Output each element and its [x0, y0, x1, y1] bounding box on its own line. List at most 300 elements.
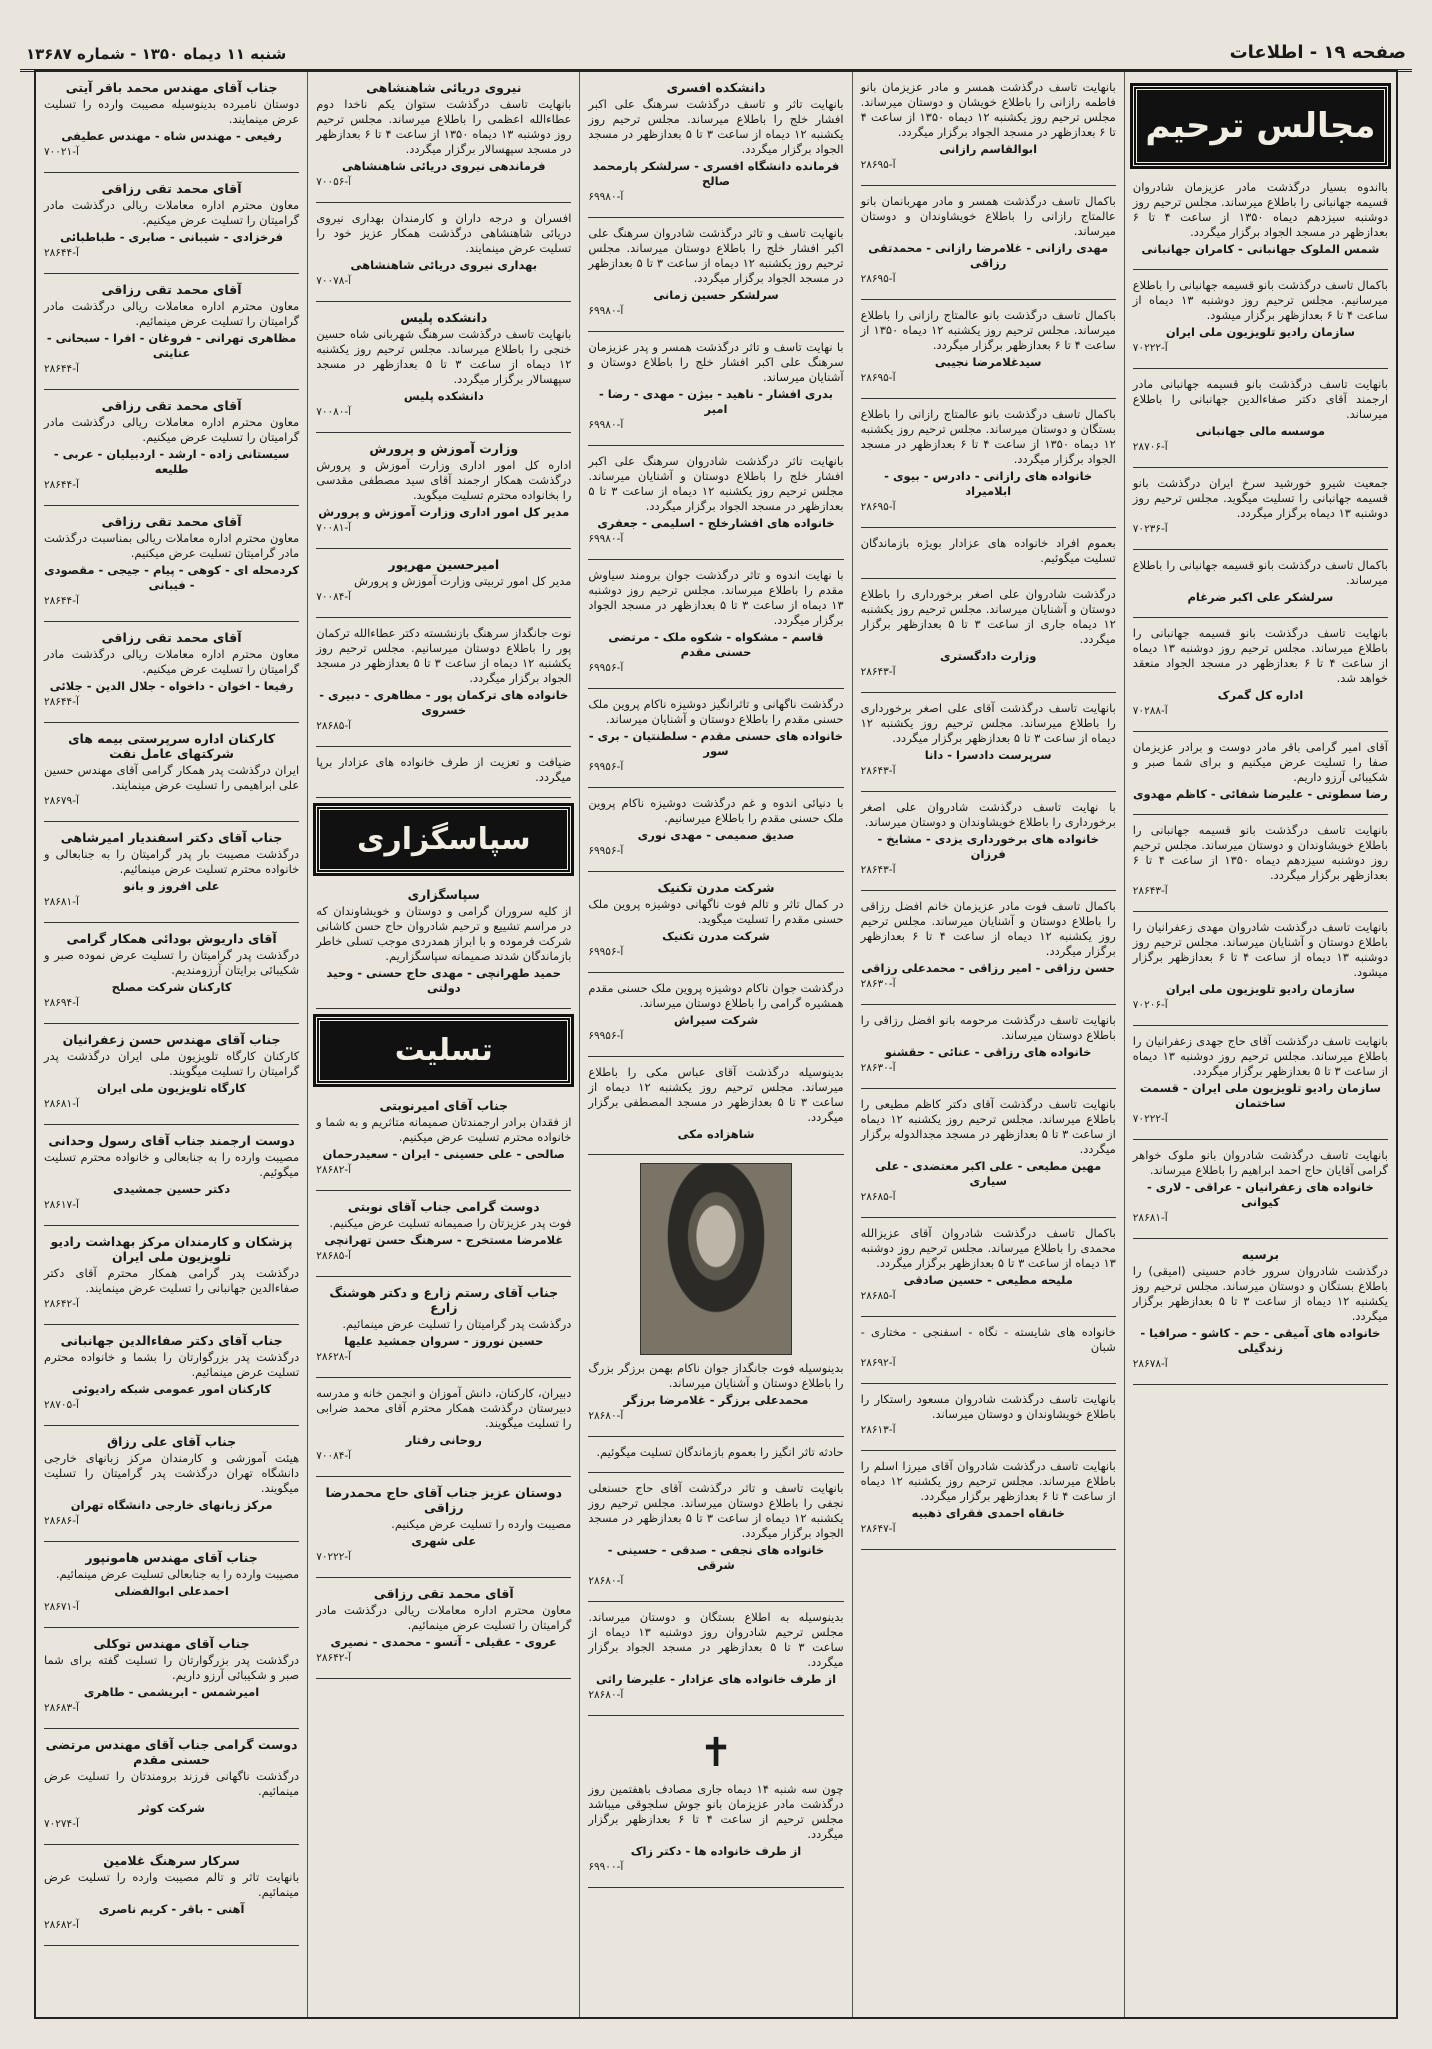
notice-heading: دانشکده پلیس — [400, 310, 488, 325]
notice-heading: کارکنان اداره سرپرستی بیمه های شرکتهای عامل نفت — [68, 731, 276, 761]
obituary-notice — [44, 1550, 299, 1615]
notice-signature: علی شهری — [411, 1534, 477, 1548]
notice-signature: روحانی رفتار — [405, 1433, 482, 1447]
notice-code: آ-۲۸۶۴۴ — [43, 363, 79, 375]
obituary-notice — [861, 1459, 1116, 1537]
notice-code: آ-۲۸۶۸۱ — [43, 896, 79, 908]
divider — [1133, 269, 1388, 270]
divider — [44, 1124, 299, 1125]
notice-heading: دوستان عزیز جناب آقای حاج محمدرضا رزاقی — [325, 1485, 563, 1515]
obituary-notice — [861, 308, 1116, 386]
notice-heading: جناب آقای مهندس محمد باقر آیتی — [65, 80, 278, 95]
obituary-notice — [316, 211, 571, 289]
obituary-notice — [44, 80, 299, 160]
notice-code: آ-۲۸۶۴۳ — [860, 666, 896, 678]
obituary-notice — [861, 1013, 1116, 1076]
notice-signature: شمس الملوک جهانبانی - کامران جهانبانی — [1141, 242, 1380, 256]
divider — [44, 1225, 299, 1226]
divider — [44, 1627, 299, 1628]
notice-heading: سرکار سرهنگ غلامین — [103, 1853, 240, 1868]
divider — [316, 1276, 571, 1277]
notice-body: مصیبت وارده را تسلیت عرض میکنیم. — [391, 1517, 572, 1531]
divider — [44, 389, 299, 390]
divider — [1133, 549, 1388, 550]
notice-code: آ-۲۸۶۱۷ — [43, 1199, 79, 1211]
notice-body: معاون محترم اداره معاملات ریالی درگذشت مادر گرامیتان را تسلیت عرض مینمائیم. — [43, 299, 300, 328]
notice-body: باکمال تاسف درگذشت همسر و مادر مهربانمان بانو عالمتاج رازانی را باطلاع خویشاوندان و دوستان میرساند. — [860, 194, 1116, 238]
notice-heading: جناب آقای مهندس هامونپور — [85, 1550, 258, 1565]
obituary-notice — [861, 899, 1116, 992]
notice-body: بانهایت تاسف و تاثر درگذشت شادروان سرهنگ علی اکبر افشار خلج را باطلاع دوستان میرساند. مجلس ترحیم روز یکشنبه ۱۲ دیماه از ساعت ۳ تا ۵ بعدازظهر در مسجد الجواد برگزار میگردد. — [588, 226, 844, 285]
obituary-notice — [1133, 476, 1388, 537]
divider — [588, 1472, 843, 1473]
divider — [861, 1004, 1116, 1005]
obituary-notice — [44, 181, 299, 261]
divider — [588, 559, 843, 560]
notice-heading: دانشکده افسری — [666, 80, 766, 95]
obituary-notice — [588, 80, 843, 205]
divider — [861, 1217, 1116, 1218]
notice-list — [861, 80, 1116, 1550]
obituary-notice — [44, 1333, 299, 1413]
obituary-notice — [1133, 823, 1388, 899]
divider — [44, 1945, 299, 1946]
notice-signature: حمید طهرانچی - مهدی حاج حسنی - وحید دولتی — [326, 966, 562, 995]
obituary-notice — [861, 1392, 1116, 1438]
divider — [1133, 1025, 1388, 1026]
obituary-notice — [588, 1445, 843, 1460]
notice-heading: آقای محمد تقی رزاقی — [101, 398, 242, 413]
notice-code: آ-۲۸۶۸۱ — [43, 1098, 79, 1110]
notice-code: آ-۲۸۶۸۱ — [1132, 1212, 1168, 1224]
notice-list — [1133, 180, 1388, 1385]
notice-body: درگذشت شادروان سرور خادم حسینی (امیقی) را باطلاع بستگان و دوستان میرساند. مجلس ترحیم روز یکشنبه ۱۲ دیماه از ساعت ۳ تا ۵ بعدازظهر برگزار میگردد. — [1132, 1264, 1389, 1323]
notice-body: بانهایت تاسف درگذشت ستوان یکم ناخدا دوم عطاءالله اعظمی را باطلاع میرساند. مجلس ترحیم روز دوشنبه ۱۳ دیماه ۱۳۵۰ از ساعت ۴ تا ۶ بعدازظهر در مسجد سپهسالار برگزار میگردد. — [316, 97, 572, 156]
notice-code: آ-۲۸۶۴۳ — [860, 765, 896, 777]
divider — [861, 890, 1116, 891]
divider — [1133, 1384, 1388, 1385]
divider — [1133, 368, 1388, 369]
obituary-notice — [316, 1199, 571, 1264]
obituary-notice — [316, 1285, 571, 1365]
obituary-notice — [861, 800, 1116, 878]
notice-signature: حسن رزاقی - امیر رزاقی - محمدعلی رزاقی — [861, 961, 1116, 975]
divider — [1133, 467, 1388, 468]
divider — [861, 1316, 1116, 1317]
notice-body: بانهایت تاسف درگذشت سرهنگ شهربانی شاه حسین خنجی را باطلاع میرساند. مجلس ترحیم روز یکشنبه ۱۲ دیماه از ساعت ۳ تا ۵ بعدازظهر در مسجد سپهسالار برگزار میگردد. — [316, 327, 572, 386]
notice-signature: رضا سطوتی - علیرضا شفائی - کاظم مهدوی — [1132, 787, 1388, 801]
notice-body: بانهایت تاسف درگذشت شادروان آقای میرزا اسلم را باطلاع میرساند. مجلس ترحیم روز یکشنبه ۱۲ دیماه از ساعت ۴ تا ۶ بعدازظهر برگزار میگردد. — [860, 1459, 1116, 1503]
notice-code: آ-۲۸۶۴۴ — [43, 479, 79, 491]
notice-heading: آقای داریوش بودائی همکار گرامی — [66, 931, 277, 946]
notice-signature: خانواده های آمیقی - حم - کاشو - صرافیا - زندگیلی — [1140, 1326, 1381, 1355]
divider — [861, 527, 1116, 528]
notice-signature: کارکنان امور عمومی شبکه رادیوئی — [71, 1382, 272, 1396]
notice-code: آ-۲۸۷۰۵ — [43, 1399, 79, 1411]
notice-code: آ-۲۸۶۸۵ — [860, 1290, 896, 1302]
notice-signature: مظاهری تهرانی - فروغان - افرا - سبحانی - عنایتی — [46, 331, 297, 360]
notice-body: بانهایت تاسف درگذشت شادروان بانو ملوک خواهر گرامی آقایان حاج احمد ابراهیم را باطلاع میرساند. — [1132, 1148, 1388, 1177]
divider — [44, 273, 299, 274]
notice-signature: مرکز زبانهای خارجی دانشگاه تهران — [70, 1498, 273, 1512]
divider — [44, 821, 299, 822]
obituary-notice — [44, 1737, 299, 1832]
obituary-notice — [44, 1636, 299, 1716]
notice-body: با نهایت تاسف و تاثر درگذشت همسر و پدر عزیزمان سرهنگ علی اکبر افشار خلج را باطلاع دوستان و آشنایان میرساند. — [588, 340, 844, 384]
divider — [316, 1678, 571, 1679]
obituary-notice — [44, 398, 299, 493]
notice-signature: کردمحله ای - کوهی - پیام - جیجی - مقصودی - فیبانی — [44, 563, 300, 592]
obituary-notice — [1133, 626, 1388, 719]
notice-signature: سرپرست دادسرا - دانا — [924, 748, 1052, 762]
notice-body: بدینوسیله به اطلاع بستگان و دوستان میرساند. مجلس ترحیم شادروان روز دوشنبه ۱۳ دیماه از ساعت ۳ تا ۵ بعدازظهر در مسجد الجواد برگزار میگردد. — [588, 1610, 844, 1669]
notice-heading: جناب آقای مهندس توکلی — [93, 1636, 250, 1651]
divider — [44, 1023, 299, 1024]
notice-code: آ-۲۸۶۹۵ — [860, 159, 896, 171]
obituary-notice — [588, 568, 843, 676]
divider — [44, 1324, 299, 1325]
notice-body: درگذشت پدر بزرگوارتان را تسلیت گفته برای شما صبر و شکیبائی آرزو داریم. — [43, 1653, 300, 1682]
notice-signature: سیستانی زاده - ارشد - اردبیلیان - عربی - طلیعه — [53, 447, 290, 476]
notice-code: آ-۷۰۲۸۸ — [1132, 705, 1168, 717]
notice-code: آ-۲۸۶۸۰ — [588, 1410, 624, 1422]
divider — [861, 1383, 1116, 1384]
divider — [44, 172, 299, 173]
notice-code: آ-۷۰۰۲۱ — [43, 146, 79, 158]
obituary-notice — [588, 340, 843, 433]
divider — [1133, 731, 1388, 732]
notice-signature: احمدعلی ابوالفضلی — [114, 1584, 229, 1598]
notice-code: آ-۶۹۹۸۰ — [588, 305, 624, 317]
portrait-photo — [640, 1163, 792, 1355]
divider — [1133, 1139, 1388, 1140]
obituary-notice — [1133, 1034, 1388, 1127]
notice-signature: دانشکده پلیس — [403, 389, 484, 403]
obituary-notice — [1133, 278, 1388, 356]
notice-signature: شاهزاده مکی — [677, 1127, 755, 1141]
notice-code: آ-۶۹۹۸۰ — [588, 533, 624, 545]
divider — [588, 1887, 843, 1888]
notice-body: بانهایت تاثر درگذشت شادروان سرهنگ علی اکبر افشار خلج را باطلاع دوستان و آشنایان میرساند. مجلس ترحیم روز یکشنبه ۱۲ دیماه از ساعت ۳ تا ۵ بعدازظهر در مسجد الجواد برگزار میگردد. — [588, 454, 844, 513]
obituary-notice — [316, 755, 571, 785]
divider — [588, 1601, 843, 1602]
notice-code: آ-۲۸۶۴۴ — [43, 696, 79, 708]
divider — [588, 1056, 843, 1057]
notice-code: آ-۲۸۶۷۱ — [43, 1601, 79, 1613]
obituary-notice — [861, 194, 1116, 287]
divider — [44, 1728, 299, 1729]
notice-code: آ-۷۰۲۲۲ — [1132, 1113, 1168, 1125]
notice-signature: بدری افشار - ناهید - بیژن - مهدی - رضا - امیر — [598, 387, 833, 416]
divider — [316, 617, 571, 618]
notice-signature: شرکت مدرن تکنیک — [662, 929, 770, 943]
notice-code: آ-۶۹۹۸۰ — [588, 419, 624, 431]
notice-signature: موسسه مالی جهانبانی — [1195, 424, 1325, 438]
divider — [588, 1154, 843, 1155]
notice-code: آ-۲۸۶۸۶ — [43, 1515, 79, 1527]
divider — [861, 1549, 1116, 1550]
notice-heading: آقای محمد تقی رزاقی — [101, 282, 242, 297]
notice-heading: آقای محمد تقی رزاقی — [101, 181, 242, 196]
notice-body: جمعیت شیرو خورشید سرخ ایران درگذشت بانو قسیمه جهانبانی را تسلیت میگوید. مجلس ترحیم روز دوشنبه ۱۳ دیماه برگزار میگردد. — [1132, 476, 1388, 520]
page-header — [20, 24, 1412, 72]
notice-body: معاون محترم اداره معاملات ریالی درگذشت مادر گرامیتان را تسلیت عرض میکنیم. — [43, 198, 300, 227]
notice-signature: مهدی رازانی - غلامرضا رازانی - محمدتقی رزاقی — [868, 241, 1109, 270]
notice-code: آ-۶۹۹۵۶ — [588, 946, 624, 958]
notice-signature: غلامرضا مستخرج - سرهنگ حسن تهرانچی — [324, 1233, 564, 1247]
notice-signature: علی افروز و بانو — [123, 879, 220, 893]
notice-body: بانهایت تاسف درگذشت بانو قسیمه جهانبانی را باطلاع خویشاوندان و دوستان میرساند. مجلس ترحیم روز دوشنبه سیزدهم دیماه ۱۳۵۰ از ساعت ۴ تا ۶ بعدازظهر برگزار میگردد. — [1132, 823, 1388, 882]
obituary-notice — [861, 536, 1116, 566]
notice-body: آقای امیر گرامی باقر مادر دوست و برادر عزیزمان صفا را تسلیت عرض میکنیم و برای شما صبر و شکیبائی آرزو داریم. — [1132, 740, 1388, 784]
notice-code: آ-۲۸۶۱۳ — [860, 1424, 896, 1436]
notice-body: درگذشت ناگهانی فرزند برومندتان را تسلیت عرض مینمائیم. — [43, 1769, 300, 1798]
obituary-notice — [588, 454, 843, 547]
obituary-notice — [588, 1610, 843, 1703]
notice-body: معاون محترم اداره معاملات ریالی درگذشت مادر گرامیتان را تسلیت عرض میکنیم. — [43, 647, 300, 676]
notice-body: درگذشت پدر گرامی همکار محترم آقای دکتر صفاءالدین جهانبانی را تسلیت عرض مینمایند. — [43, 1266, 300, 1295]
notice-code: آ-۲۸۶۷۸ — [1132, 1358, 1168, 1370]
divider — [316, 432, 571, 433]
divider — [861, 1088, 1116, 1089]
divider — [316, 1008, 571, 1009]
notice-signature: کارگاه تلویزیون ملی ایران — [97, 1081, 247, 1095]
notice-signature: شرکت کوثر — [138, 1801, 205, 1815]
notice-heading: آقای محمد تقی رزاقی — [101, 630, 242, 645]
divider — [44, 505, 299, 506]
notice-code: آ-۷۰۲۳۶ — [1132, 523, 1168, 535]
obituary-notice — [1133, 377, 1388, 455]
notice-signature: رفیعی - مهندس شاه - مهندس عطیفی — [61, 129, 282, 143]
notice-code: آ-۷۰۰۵۶ — [316, 176, 352, 188]
divider — [588, 331, 843, 332]
notice-code: آ-۲۸۶۹۵ — [860, 501, 896, 513]
divider — [44, 1541, 299, 1542]
notice-body: بانهایت تاسف درگذشت شادروان مهدی زعفرانیان را باطلاع دوستان و آشنایان میرساند. مجلس ترحیم روز دوشنبه ۱۳ دیماه از ساعت ۴ تا ۶ بعدازظهر برگزار میشود. — [1132, 920, 1388, 979]
notice-body: معاون محترم اداره معاملات ریالی درگذشت مادر گرامیتان را تسلیت عرض میکنیم. — [43, 415, 300, 444]
notice-signature: مهین مطیعی - علی اکبر معتضدی - علی سیاری — [875, 1159, 1102, 1188]
column-5 — [1124, 72, 1396, 2017]
obituary-notice — [44, 830, 299, 910]
notice-body: بانهایت تاسف درگذشت مرحومه بانو افضل رزاقی را باطلاع دوستان میرساند. — [860, 1013, 1116, 1042]
obituary-notice — [316, 80, 571, 190]
notice-body: بانهایت تاسف درگذشت آقای حاج جهدی زعفرانیان را باطلاع میرساند. مجلس ترحیم روز دوشنبه ۱۳ دیماه از ساعت ۳ تا ۵ بعدازظهر برگزار میگردد. — [1132, 1034, 1388, 1078]
obituary-notice — [861, 587, 1116, 680]
notice-body: بانهایت تاسف درگذشت بانو قسیمه جهانبانی را باطلاع میرساند. مجلس ترحیم روز دوشنبه ۱۳ دیماه از ساعت ۴ تا ۶ بعدازظهر در مسجد الجواد منعقد خواهد شد. — [1132, 626, 1389, 685]
obituary-notice — [588, 1782, 843, 1875]
notice-signature: امیرشمس - ابریشمی - طاهری — [83, 1685, 260, 1699]
banner-condolence: تسلیت — [316, 1017, 571, 1084]
notice-heading: نیروی دریائی شاهنشاهی — [366, 80, 522, 95]
notice-body: درگذشت جوان ناکام دوشیزه پروین ملک حسنی مقدم همشیره گرامی را باطلاع دوستان میرساند. — [588, 981, 844, 1010]
divider — [861, 185, 1116, 186]
obituary-notice — [1133, 1247, 1388, 1372]
obituary-notice — [588, 226, 843, 319]
obituary-notice — [588, 796, 843, 859]
banner-condolence-sessions: مجالس ترحیم — [1133, 86, 1388, 166]
column-3 — [579, 72, 851, 2017]
obituary-notice — [316, 557, 571, 605]
notice-code: آ-۲۸۶۸۰ — [588, 1689, 624, 1701]
notice-body: بانهایت تاسف درگذشت بانو قسیمه جهانبانی مادر ارجمند آقای دکتر صفاءالدین جهانبانی را باطلاع میرساند. — [1132, 377, 1388, 421]
notice-list — [588, 80, 843, 1888]
obituary-notice — [588, 981, 843, 1044]
notice-signature: خانواده های افشارخلج - اسلیمی - جعفری — [597, 516, 835, 530]
notice-code: آ-۲۸۶۲۸ — [316, 1351, 352, 1363]
obituary-notice — [588, 1065, 843, 1142]
obituary-notice — [861, 407, 1116, 515]
divider — [316, 202, 571, 203]
obituary-notice — [588, 880, 843, 960]
obituary-notice — [861, 1097, 1116, 1205]
notice-body: بانهایت تاسف درگذشت آقای دکتر کاظم مطیعی را باطلاع میرساند. مجلس ترحیم روز یکشنبه ۱۲ دیماه از ساعت ۳ تا ۵ بعدازظهر در مسجد مجدالدوله برگزار میگردد. — [860, 1097, 1116, 1156]
notice-signature: خانقاه احمدی فقرای ذهبیه — [911, 1506, 1065, 1520]
notice-heading: جناب آقای دکتر اسفندیار امیرشاهی — [60, 830, 283, 845]
notice-body: افسران و درجه داران و کارمندان بهداری نیروی دریائی شاهنشاهی درگذشت همکار عزیز خود را تسلیت عرض مینمایند. — [316, 211, 572, 255]
divider — [861, 1450, 1116, 1451]
notice-signature: خانواده های ترکمان پور - مظاهری - دبیری - خسروی — [319, 688, 569, 717]
notice-body: دبیران، کارکنان، دانش آموزان و انجمن خانه و مدرسه دبیرستان درگذشت همکار محترم آقای محمد ضرابی را تسلیت میگویند. — [316, 1386, 572, 1430]
divider — [316, 1377, 571, 1378]
notice-body: درگذشت شادروان علی اصغر برخورداری را باطلاع دوستان و آشنایان میرساند. مجلس ترحیم روز یکشنبه ۱۲ دیماه جاری از ساعت ۳ تا ۵ بعدازظهر برگزار میگردد. — [860, 587, 1116, 646]
notice-signature: خانواده های زعفرانیان - عراقی - لاری - کیوانی — [1147, 1180, 1374, 1209]
notice-signature: محمدعلی برزگر - غلامرضا برزگر — [623, 1393, 809, 1407]
notice-heading: پزشکان و کارمندان مرکز بهداشت رادیو تلویزیون ملی ایران — [50, 1234, 293, 1264]
notice-code: آ-۲۸۶۳۰ — [860, 1062, 896, 1074]
notice-heading: آقای محمد تقی رزاقی — [373, 1586, 514, 1601]
notice-code: آ-۷۰۲۲۲ — [316, 1551, 352, 1563]
notice-code: آ-۷۰۲۷۴ — [43, 1818, 79, 1830]
notice-code: آ-۶۹۹۵۶ — [588, 845, 624, 857]
notice-signature: سرلشکر علی اکبر ضرغام — [1187, 590, 1334, 604]
notice-signature: وزارت دادگستری — [939, 649, 1037, 663]
notice-code: آ-۲۸۶۸۰ — [588, 1575, 624, 1587]
notice-body: باکمال تاسف فوت مادر عزیزمان خانم افضل رزاقی را باطلاع دوستان و آشنایان میرساند. مجلس ترحیم روز یکشنبه ۱۲ دیماه از ساعت ۴ تا ۶ بعدازظهر برگزار میگردد. — [860, 899, 1116, 958]
notice-body: بانهایت تاسف درگذشت آقای علی اصغر برخورداری را باطلاع میرساند. مجلس ترحیم روز یکشنبه ۱۲ دیماه از ساعت ۳ تا ۵ بعدازظهر برگزار میگردد. — [860, 701, 1116, 745]
divider — [1133, 911, 1388, 912]
notice-body: بانهایت تاثر و تالم مصیبت وارده را تسلیت عرض مینمائیم. — [43, 1870, 300, 1899]
obituary-notice — [44, 931, 299, 1011]
divider — [588, 445, 843, 446]
notice-signature: ملیحه مطیعی - حسین صادقی — [903, 1273, 1073, 1287]
notice-heading: امیرحسین مهرپور — [388, 557, 500, 572]
notice-signature: صدیق صمیمی - مهدی نوری — [637, 828, 795, 842]
column-2 — [307, 72, 579, 2017]
notice-signature: فرخزادی - شیبانی - صابری - طباطبائی — [60, 230, 284, 244]
notice-code: آ-۷۰۲۰۶ — [1132, 999, 1168, 1011]
column-1 — [36, 72, 307, 2017]
notice-heading: جناب آقای دکتر صفاءالدین جهانبانی — [60, 1333, 283, 1348]
obituary-notice — [316, 626, 571, 734]
notice-code: آ-۷۰۰۸۴ — [316, 591, 352, 603]
divider — [861, 299, 1116, 300]
divider — [588, 787, 843, 788]
notice-code: آ-۲۸۶۴۴ — [43, 247, 79, 259]
obituary-notice — [1133, 1148, 1388, 1226]
notice-body: درگذشت پدر گرامیتان را تسلیت عرض نموده صبر و شکیبائی برایتان آرزومندیم. — [43, 948, 300, 977]
obituary-notice — [44, 731, 299, 809]
notice-code: آ-۲۸۶۴۴ — [43, 595, 79, 607]
divider — [316, 1577, 571, 1578]
notice-body: با دنیائی اندوه و غم درگذشت دوشیزه ناکام پروین ملک حسنی مقدم را باطلاع میرسانیم. — [588, 796, 844, 825]
notice-signature: بهداری نیروی دریائی شاهنشاهی — [350, 258, 538, 272]
notice-code: آ-۷۰۰۸۴ — [316, 1450, 352, 1462]
notice-signature: خانواده های رزاقی - عنائی - حقشنو — [884, 1045, 1092, 1059]
obituary-notice — [316, 310, 571, 420]
notice-body: باکمال تاسف درگذشت بانو عالمتاج رازانی را باطلاع میرساند. مجلس ترحیم روز یکشنبه ۱۲ دیماه ۱۳۵۰ از ساعت ۴ تا ۶ بعدازظهر برگزار میگردد. — [860, 308, 1116, 352]
divider — [44, 922, 299, 923]
divider — [861, 791, 1116, 792]
obituary-notice — [316, 1098, 571, 1178]
notice-signature: خانواده های برخورداری یزدی - مشایخ - فرزان — [877, 832, 1099, 861]
notice-body: از فقدان برادر ارجمندتان صمیمانه متاثریم و به شما و خانواده محترم تسلیت عرض میکنیم. — [316, 1115, 572, 1144]
notice-code: آ-۶۹۹۵۶ — [588, 662, 624, 674]
notice-body: با نهایت تاسف درگذشت شادروان علی اصغر برخورداری را باطلاع خویشاوندان و دوستان میرساند. — [860, 800, 1116, 829]
notice-signature: از طرف خانواده ها - دکتر زاک — [630, 1844, 802, 1858]
notice-code: آ-۲۸۶۳۰ — [860, 978, 896, 990]
notice-code: آ-۲۸۶۴۷ — [860, 1523, 896, 1535]
notice-body: درگذشت ناگهانی و تاثرانگیز دوشیزه ناکام پروین ملک حسنی مقدم را باطلاع دوستان و آشنایان میرساند. — [588, 697, 844, 726]
notice-signature: فرماندهی نیروی دریائی شاهنشاهی — [341, 159, 546, 173]
notice-body: بدینوسیله فوت جانگداز جوان ناکام بهمن برزگر بزرگ را باطلاع دوستان و آشنایان میرساند. — [588, 1361, 844, 1390]
notice-signature: فرمانده دانشگاه افسری - سرلشکر پارمحمد صالح — [592, 159, 840, 188]
notice-body: درگذشت پدر بزرگوارتان را بشما و خانواده محترم تسلیت عرض مینمائیم. — [43, 1350, 300, 1379]
notice-body: باکمال تاسف درگذشت بانو عالمتاج رازانی را باطلاع بستگان و دوستان میرساند. مجلس ترحیم روز یکشنبه ۱۲ دیماه ۱۳۵۰ از ساعت ۴ تا ۶ بعدازظهر در مسجد الجواد برگزار میگردد. — [860, 407, 1116, 466]
notice-signature: شرکت سیراش — [673, 1013, 759, 1027]
notice-signature: کارکنان شرکت مصلح — [111, 980, 232, 994]
divider — [588, 1715, 843, 1716]
obituary-notice — [588, 1481, 843, 1589]
notice-code: آ-۲۸۶۷۹ — [43, 795, 79, 807]
obituary-notice — [316, 1386, 571, 1464]
notice-signature: مدیر کل امور اداری وزارت آموزش و پرورش — [318, 505, 570, 519]
divider — [316, 301, 571, 302]
notice-code: آ-۶۹۹۵۶ — [588, 1030, 624, 1042]
notice-heading: دوست گرامی جناب آقای نوبتی — [347, 1199, 540, 1214]
notice-body: معاون محترم اداره معاملات ریالی بمناسبت درگذشت مادر گرامیتان تسلیت عرض میکنیم. — [43, 531, 300, 560]
obituary-notice — [44, 630, 299, 710]
obituary-notice — [1133, 740, 1388, 802]
notice-body: با نهایت اندوه و تاثر درگذشت جوان برومند سیاوش مقدم را باطلاع میرساند. مجلس ترحیم روز دوشنبه ۱۳ دیماه از ساعت ۳ تا ۵ بعدازظهر در مسجد الجواد برگزار میگردد. — [588, 568, 844, 627]
notice-code: آ-۲۸۶۴۲ — [316, 1652, 352, 1664]
notice-code: آ-۲۸۶۸۵ — [860, 1191, 896, 1203]
notice-code: آ-۶۹۹۵۶ — [588, 761, 624, 773]
divider — [588, 688, 843, 689]
notice-body: نوت جانگداز سرهنگ بازنشسته دکتر عطاءالله ترکمان پور را باطلاع دوستان میرسانیم. مجلس ترحیم روز یکشنبه ۱۲ دیماه از ساعت ۳ تا ۵ بعدازظهر در مسجد الجواد برگزار میگردد. — [316, 626, 572, 685]
obituary-notice — [861, 80, 1116, 173]
notice-heading: جناب آقای امیرنوبتی — [379, 1098, 509, 1113]
notice-code: آ-۲۸۶۸۲ — [316, 1164, 352, 1176]
divider — [316, 1190, 571, 1191]
notice-heading: دوست گرامی جناب آقای مهندس مرتضی حسنی مقدم — [45, 1737, 298, 1767]
notice-signature: رفیعا - اخوان - داخواه - جلال الدین - جلائی — [49, 679, 294, 693]
obituary-notice — [861, 1226, 1116, 1304]
divider — [861, 578, 1116, 579]
notice-code: آ-۲۸۶۸۵ — [316, 1250, 352, 1262]
obituary-notice — [44, 514, 299, 609]
notice-signature: دکتر حسین جمشیدی — [113, 1182, 231, 1196]
divider — [588, 217, 843, 218]
notice-signature: ابوالقاسم رازانی — [939, 142, 1038, 156]
notice-body: درگذشت مصیبت بار پدر گرامیتان را به جنابعالی و خانواده محترم تسلیت عرض مینمائیم. — [43, 847, 300, 876]
notice-signature: صالحی - علی حسینی - ایران - سعیدرحمان — [322, 1147, 565, 1161]
notice-code: آ-۲۸۶۹۵ — [860, 372, 896, 384]
notice-signature: قاسم - مشکواه - شکوه ملک - مرتضی حسنی مقدم — [608, 630, 824, 659]
banner-thanks: سپاسگزاری — [316, 806, 571, 873]
notice-code: آ-۲۸۶۹۲ — [860, 1357, 896, 1369]
divider — [44, 621, 299, 622]
cross-icon: ✝ — [699, 1730, 733, 1776]
